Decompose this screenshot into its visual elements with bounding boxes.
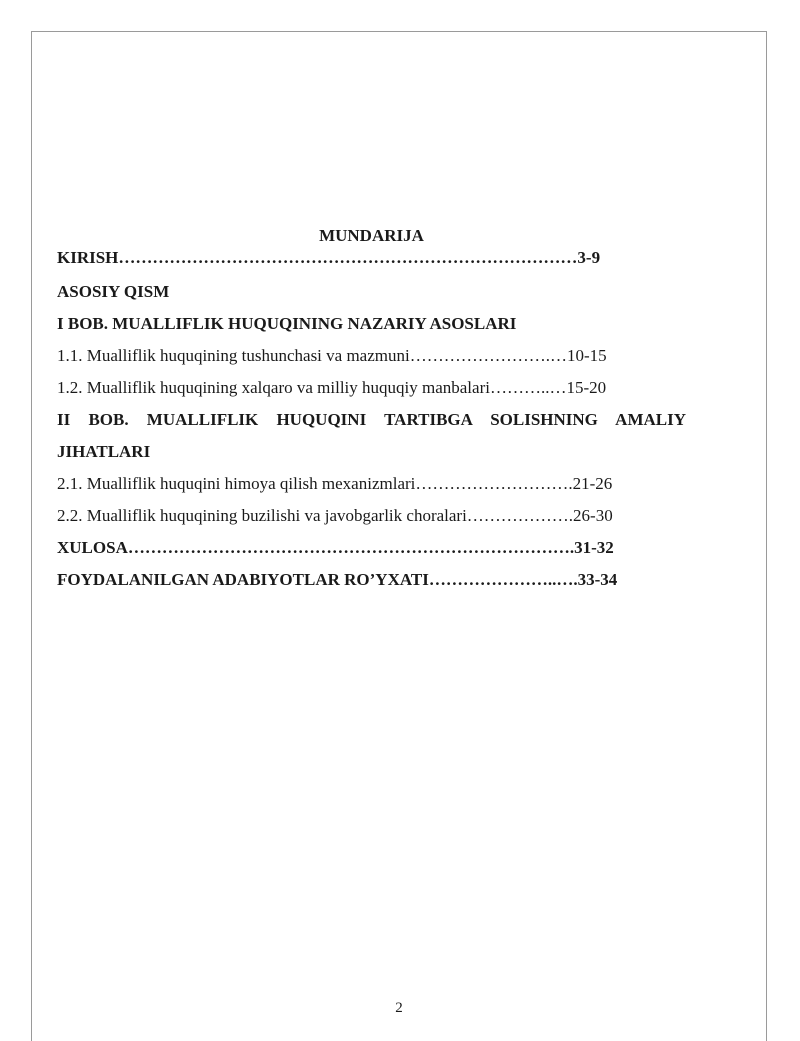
toc-entry-conclusion[interactable]: XULOSA…………………………………………………………………….31-32 [57, 538, 614, 557]
table-of-contents [57, 225, 686, 600]
toc-entry-chapter-2[interactable]: II BOB. MUALLIFLIK HUQUQINI TARTIBGA SOLISHNING AMALIY [57, 410, 686, 429]
toc-entry-section-2-1[interactable]: 2.1. Mualliflik huquqini himoya qilish mexanizmlari……………………….21-26 [57, 474, 613, 493]
toc-entry-introduction[interactable]: KIRISH………………………………………………………………………3-9 [57, 248, 601, 267]
toc-entry-main-part[interactable]: ASOSIY QISM [57, 282, 170, 301]
toc-entry-bibliography[interactable]: FOYDALANILGAN ADABIYOTLAR RO’YXATI…………………..….33-34 [57, 570, 618, 589]
toc-entry-section-2-2[interactable]: 2.2. Mualliflik huquqining buzilishi va javobgarlik choralari……………….26-30 [57, 506, 613, 525]
toc-entry-chapter-1[interactable]: I BOB. MUALLIFLIK HUQUQINING NAZARIY ASOSLARI [57, 314, 517, 333]
toc-entry-section-1-1[interactable]: 1.1. Mualliflik huquqining tushunchasi va mazmuni…………………….…10-15 [57, 346, 607, 365]
toc-entry-chapter-2-continued[interactable]: JIHATLARI [57, 442, 151, 461]
toc-entry-section-1-2[interactable]: 1.2. Mualliflik huquqining xalqaro va milliy huquqiy manbalari………..…15-20 [57, 378, 607, 397]
page-number: 2 [395, 1000, 403, 1016]
toc-title: MUNDARIJA [319, 226, 424, 245]
